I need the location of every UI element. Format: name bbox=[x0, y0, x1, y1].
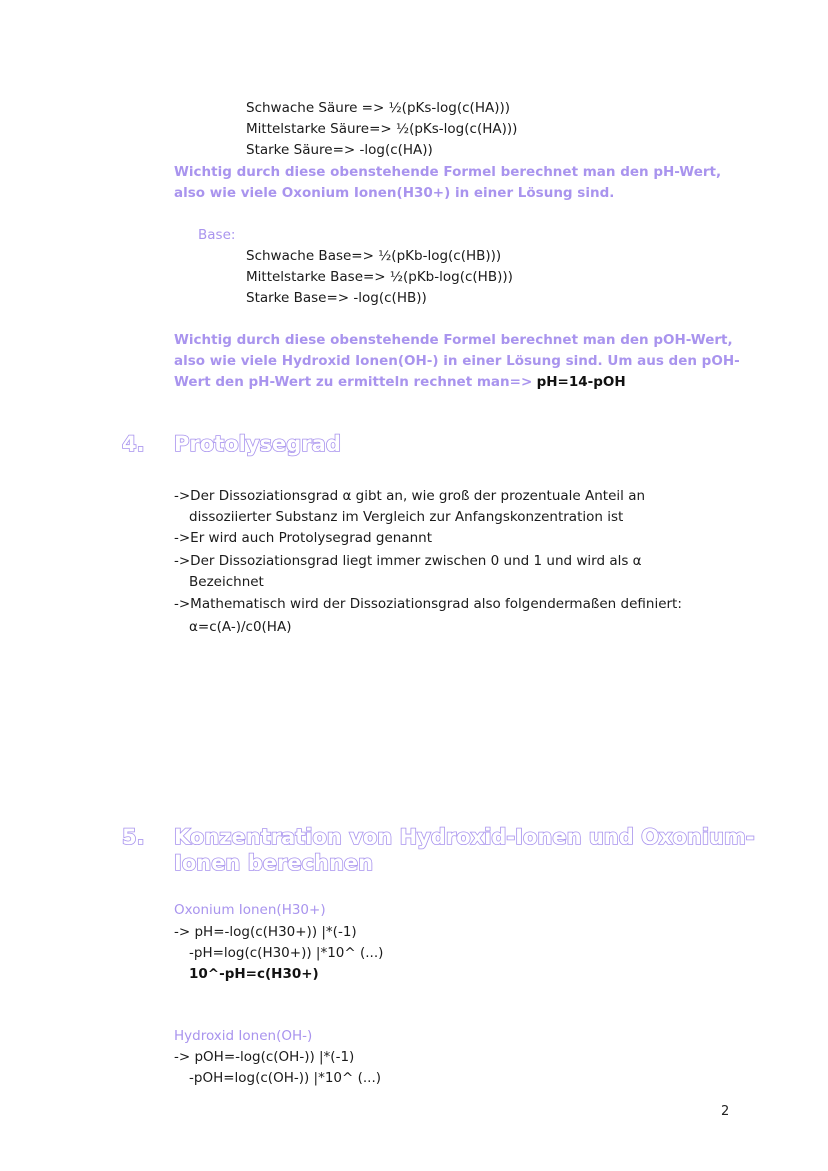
oxonium-line-1: -> pH=-log(c(H30+)) |*(-1) bbox=[174, 924, 357, 940]
base-note-line-1: Wichtig durch diese obenstehende Formel berechnet man den pOH-Wert, bbox=[174, 332, 733, 348]
s4-line-6: ->Mathematisch wird der Dissoziationsgrad also folgendermaßen definiert: bbox=[174, 596, 682, 612]
acid-weak-formula: Schwache Säure => ½(pKs-log(c(HA))) bbox=[246, 100, 511, 116]
acid-medium-formula: Mittelstarke Säure=> ½(pKs-log(c(HA))) bbox=[246, 121, 518, 137]
s4-line-3: ->Er wird auch Protolysegrad genannt bbox=[174, 530, 433, 546]
base-note-line-2: also wie viele Hydroxid Ionen(OH-) in einer Lösung sind. Um aus den pOH- bbox=[174, 353, 740, 369]
acid-note-line-1: Wichtig durch diese obenstehende Formel berechnet man den pH-Wert, bbox=[174, 164, 722, 180]
s4-line-5: Bezeichnet bbox=[189, 574, 264, 590]
base-label: Base: bbox=[198, 227, 236, 243]
s4-line-1: ->Der Dissoziationsgrad α gibt an, wie groß der prozentuale Anteil an bbox=[174, 488, 646, 504]
oxonium-line-2: -pH=log(c(H30+)) |*10^ (...) bbox=[189, 945, 384, 961]
acid-strong-formula: Starke Säure=> -log(c(HA)) bbox=[246, 142, 433, 158]
s4-line-4: ->Der Dissoziationsgrad liegt immer zwischen 0 und 1 und wird als α bbox=[174, 553, 642, 569]
section-5-title-line-1: Konzentration von Hydroxid-Ionen und Oxonium- bbox=[174, 825, 755, 849]
hydroxid-line-1: -> pOH=-log(c(OH-)) |*(-1) bbox=[174, 1049, 355, 1065]
s4-line-7: α=c(A-)/c0(HA) bbox=[189, 619, 292, 635]
base-weak-formula: Schwache Base=> ½(pKb-log(c(HB))) bbox=[246, 248, 502, 264]
section-5-title-line-2: Ionen berechnen bbox=[174, 851, 374, 875]
oxonium-line-3: 10^-pH=c(H30+) bbox=[189, 966, 319, 982]
base-medium-formula: Mittelstarke Base=> ½(pKb-log(c(HB))) bbox=[246, 269, 513, 285]
s4-line-2: dissoziierter Substanz im Vergleich zur Anfangskonzentration ist bbox=[189, 509, 624, 525]
acid-note-line-2: also wie viele Oxonium Ionen(H30+) in einer Lösung sind. bbox=[174, 185, 615, 201]
page-number: 2 bbox=[721, 1104, 730, 1119]
ph-formula: pH=14-pOH bbox=[536, 374, 626, 390]
section-4-number: 4. bbox=[122, 432, 145, 456]
base-note-line-3 bbox=[174, 372, 626, 392]
hydroxid-line-2: -pOH=log(c(OH-)) |*10^ (...) bbox=[189, 1070, 382, 1086]
hydroxid-label: Hydroxid Ionen(OH-) bbox=[174, 1028, 313, 1044]
oxonium-label: Oxonium Ionen(H30+) bbox=[174, 902, 326, 918]
section-5-number: 5. bbox=[122, 825, 145, 849]
section-4-title: Protolysegrad bbox=[174, 432, 341, 456]
base-note-text: Wert den pH-Wert zu ermitteln rechnet man=> bbox=[174, 374, 533, 390]
base-strong-formula: Starke Base=> -log(c(HB)) bbox=[246, 290, 427, 306]
